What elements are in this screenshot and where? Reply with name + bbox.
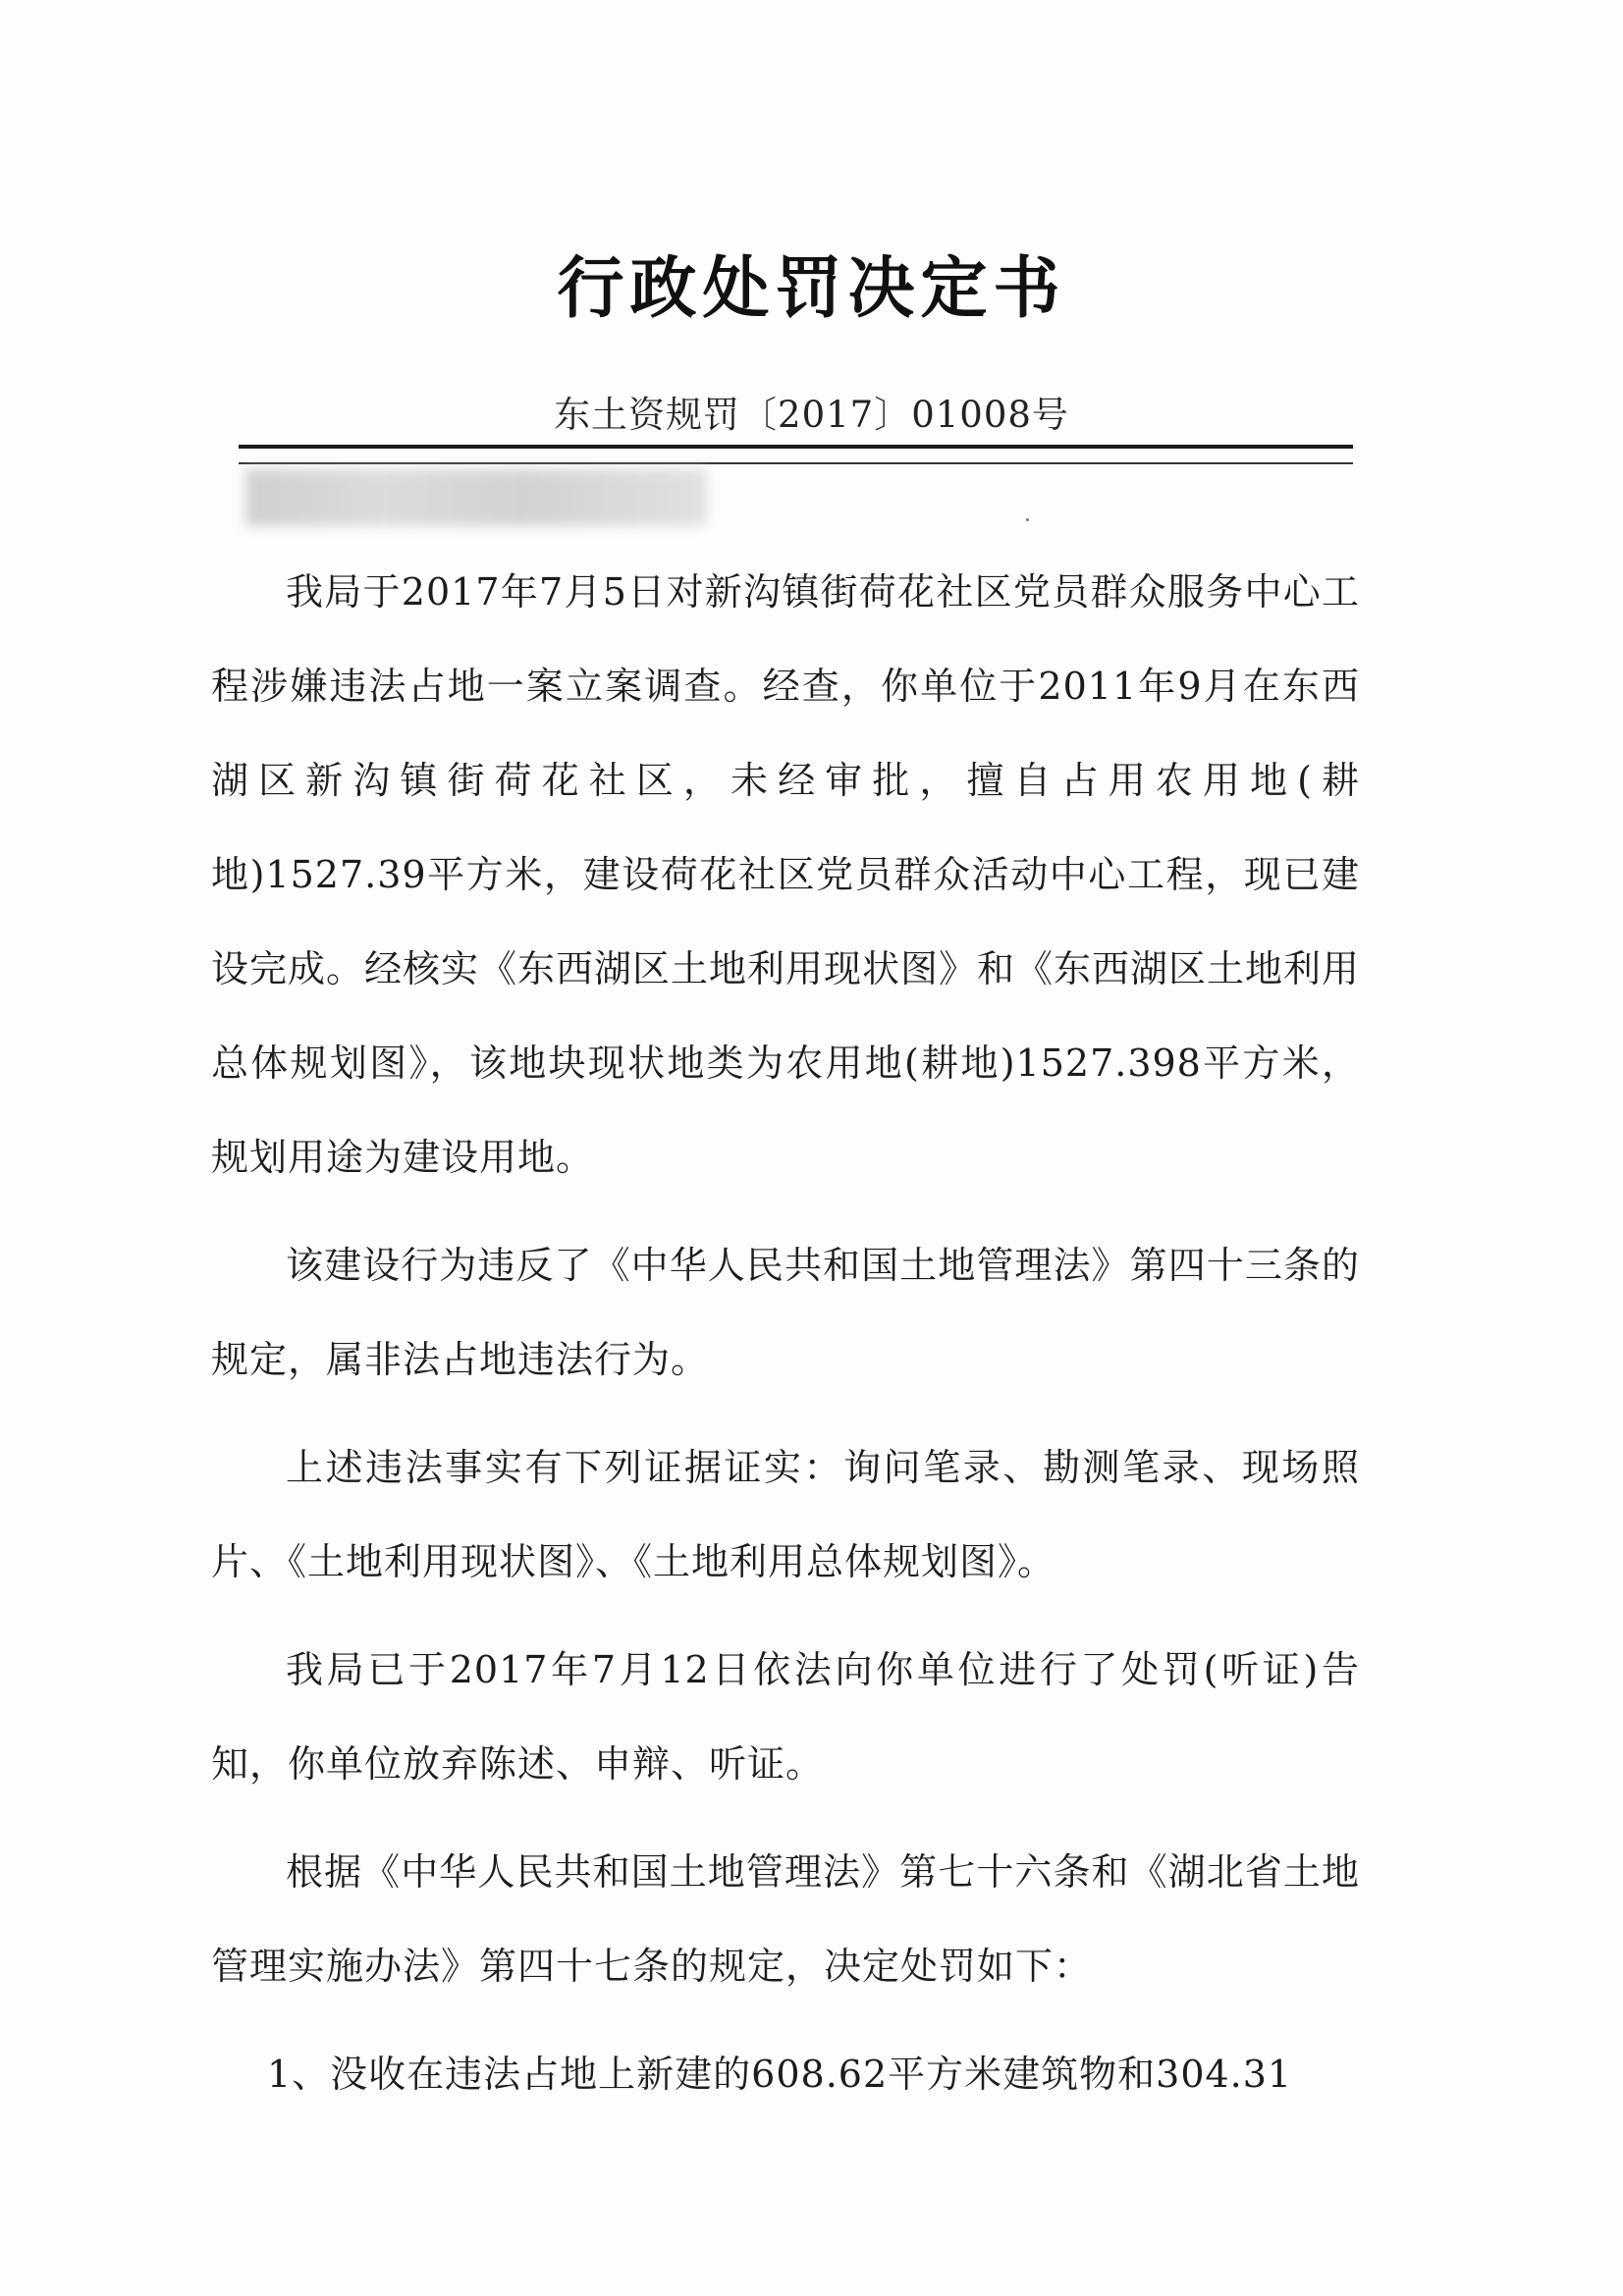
- redacted-addressee: [245, 469, 707, 526]
- header-rule-thick: [239, 445, 1353, 449]
- paragraph-notification: 我局已于2017年7月12日依法向你单位进行了处罚(听证)告知，你单位放弃陈述、申辩、听证。: [211, 1648, 1360, 1786]
- paragraph-legal-basis: 根据《中华人民共和国土地管理法》第七十六条和《湖北省土地管理实施办法》第四十七条的规定，决定处罚如下：: [211, 1850, 1360, 1988]
- scan-speck: [1026, 518, 1029, 521]
- penalty-item-1: 1、没收在违法占地上新建的608.62平方米建筑物和304.31: [267, 2053, 1293, 2096]
- document-body: [211, 545, 1360, 2135]
- paragraph-investigation: 我局于2017年7月5日对新沟镇街荷花社区党员群众服务中心工程涉嫌违法占地一案立案调查。经查，你单位于2011年9月在东西湖区新沟镇街荷花社区，未经审批，擅自占用农用地(耕地)1527.39平方米，建设荷花社区党员群众活动中心工程，现已建设完成。经核实《东西湖区土地利用现状图》和《东西湖区土地利用总体规划图》，该地块现状地类为农用地(耕地)1527.398平方米，规划用途为建设用地。: [211, 570, 1361, 1179]
- paragraph-evidence: 上述违法事实有下列证据证实：询问笔录、勘测笔录、现场照片、《土地利用现状图》、《土地利用总体规划图》。: [211, 1446, 1360, 1583]
- paragraph-violation: 该建设行为违反了《中华人民共和国土地管理法》第四十三条的规定，属非法占地违法行为。: [211, 1244, 1360, 1381]
- document-title: 行政处罚决定书: [557, 249, 1066, 328]
- document-number: 东土资规罚〔2017〕01008号: [554, 394, 1069, 436]
- header-rule-thin: [239, 462, 1353, 464]
